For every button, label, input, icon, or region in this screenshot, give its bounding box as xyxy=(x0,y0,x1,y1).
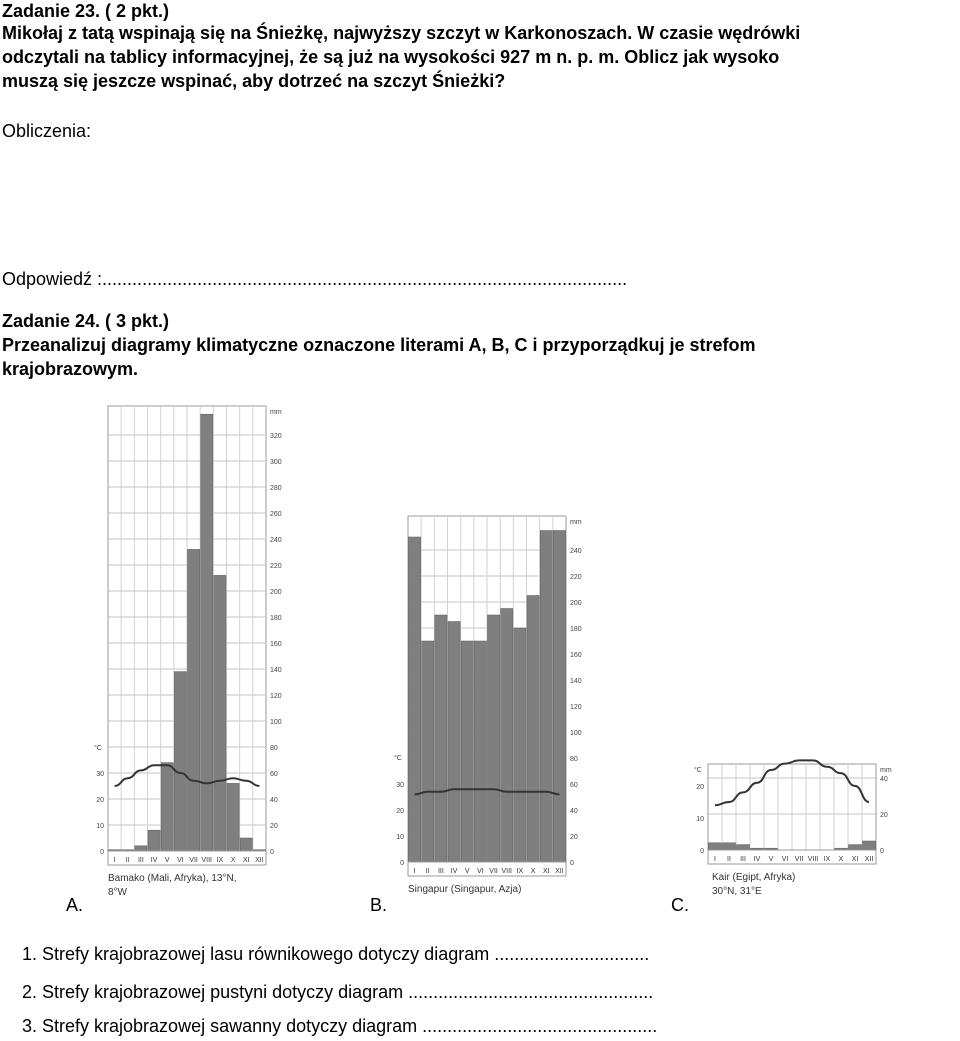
answer-line: Odpowiedź :......................................................................................................... xyxy=(2,269,628,289)
month-label-II: II xyxy=(727,856,731,863)
precip-tick-label: 100 xyxy=(570,730,582,737)
month-label-XII: XII xyxy=(255,857,264,864)
precip-bar-I xyxy=(409,537,421,862)
task24-heading: Zadanie 24. ( 3 pkt.) xyxy=(2,311,170,331)
precip-bar-III xyxy=(135,846,147,851)
month-label-XII: XII xyxy=(864,856,874,863)
precip-tick-label: 320 xyxy=(270,433,282,440)
precip-bar-XII xyxy=(553,531,565,863)
precip-tick-label: 240 xyxy=(270,537,282,544)
precip-bar-IX xyxy=(514,628,526,862)
temp-unit-label: °C xyxy=(394,755,402,762)
month-label-IX: IX xyxy=(823,856,831,863)
station-coordinates: 30°N, 31°E xyxy=(712,886,762,897)
precip-tick-label: 0 xyxy=(880,848,884,855)
station-caption: Kair (Egipt, Afryka) xyxy=(712,872,796,883)
precip-tick-label: 200 xyxy=(570,600,582,607)
precip-tick-label: 140 xyxy=(570,678,582,685)
precip-bar-IX xyxy=(214,575,226,851)
month-label-VIII: VIII xyxy=(501,868,513,875)
month-label-IV: IV xyxy=(450,868,458,875)
precip-bar-V xyxy=(161,763,173,851)
precip-tick-label: 60 xyxy=(270,771,278,778)
month-label-XI: XI xyxy=(851,856,859,863)
month-label-IV: IV xyxy=(753,856,761,863)
month-label-I: I xyxy=(413,868,416,875)
precip-tick-label: 40 xyxy=(880,776,888,783)
precip-tick-label: 80 xyxy=(270,745,278,752)
station-caption: Singapur (Singapur, Azja) xyxy=(408,884,522,895)
answer-rainforest: 1. Strefy krajobrazowej lasu równikowego dotyczy diagram ............................... xyxy=(22,944,650,964)
task23-heading: Zadanie 23. ( 2 pkt.) xyxy=(2,1,170,21)
month-label-VI: VI xyxy=(477,868,484,875)
precip-tick-label: 20 xyxy=(880,812,888,819)
month-label-IX: IX xyxy=(516,868,524,875)
month-label-IX: IX xyxy=(216,857,224,864)
month-label-II: II xyxy=(425,868,430,875)
precip-tick-label: 120 xyxy=(270,693,282,700)
precip-bar-VI xyxy=(474,641,486,862)
precip-bar-XI xyxy=(540,531,552,863)
task24-text-line2: krajobrazowym. xyxy=(2,359,139,379)
precip-tick-label: 120 xyxy=(570,704,582,711)
precip-tick-label: 20 xyxy=(270,823,278,830)
precip-tick-label: 260 xyxy=(270,511,282,518)
precip-bar-II xyxy=(422,641,434,862)
month-label-XI: XI xyxy=(542,868,550,875)
precip-tick-label: 140 xyxy=(270,667,282,674)
precip-bar-XI xyxy=(240,838,252,851)
calculations-label: Obliczenia: xyxy=(2,121,92,141)
climate-diagram-b xyxy=(380,510,595,915)
climate-diagram-b-svg xyxy=(380,510,595,915)
temp-unit-label: °C xyxy=(94,745,102,752)
temp-unit-label: °C xyxy=(694,767,702,774)
precip-bar-II xyxy=(723,843,736,850)
month-label-X: X xyxy=(838,856,844,863)
answer-desert: 2. Strefy krajobrazowej pustyni dotyczy diagram ................................................. xyxy=(22,982,654,1002)
temp-tick-label: 10 xyxy=(396,834,404,841)
precip-bar-I xyxy=(709,843,722,850)
month-label-V: V xyxy=(464,868,470,875)
temp-tick-label: 0 xyxy=(400,860,404,867)
month-label-XI: XI xyxy=(242,857,250,864)
month-label-X: X xyxy=(530,868,536,875)
task23-text-line2: odczytali na tablicy informacyjnej, że są już na wysokości 927 m n. p. m. Oblicz jak wysoko xyxy=(2,47,780,67)
precip-unit-label: mm xyxy=(270,409,282,416)
temp-tick-label: 30 xyxy=(96,771,104,778)
precip-tick-label: 160 xyxy=(570,652,582,659)
precip-tick-label: 0 xyxy=(270,849,274,856)
temp-tick-label: 0 xyxy=(100,849,104,856)
month-label-III: III xyxy=(137,857,144,864)
temp-tick-label: 30 xyxy=(396,782,404,789)
precip-unit-label: mm xyxy=(570,519,582,526)
precip-tick-label: 240 xyxy=(570,548,582,555)
precip-tick-label: 180 xyxy=(270,615,282,622)
diagram-a-letter: A. xyxy=(66,895,84,915)
month-label-I: I xyxy=(714,856,716,863)
climate-diagram-a-svg xyxy=(82,400,292,915)
task24-text-line1: Przeanalizuj diagramy klimatyczne oznaczone literami A, B, C i przyporządkuj je strefom xyxy=(2,335,756,355)
station-coordinates: 8°W xyxy=(108,887,127,898)
precip-tick-label: 80 xyxy=(570,756,578,763)
precip-tick-label: 300 xyxy=(270,459,282,466)
temp-tick-label: 0 xyxy=(700,848,704,855)
temp-tick-label: 20 xyxy=(396,808,404,815)
month-label-VII: VII xyxy=(189,857,198,864)
month-label-VIII: VIII xyxy=(807,856,819,863)
precip-tick-label: 0 xyxy=(570,860,574,867)
precip-bar-XI xyxy=(849,845,862,850)
temp-tick-label: 10 xyxy=(696,816,704,823)
precip-bar-XII xyxy=(863,841,876,850)
climate-diagram-a xyxy=(82,400,292,915)
precip-bar-VII xyxy=(188,549,200,851)
precip-bar-X xyxy=(227,783,239,851)
precip-tick-label: 220 xyxy=(270,563,282,570)
month-label-VI: VI xyxy=(177,857,184,864)
month-label-VIII: VIII xyxy=(201,857,213,864)
temp-tick-label: 20 xyxy=(696,784,704,791)
temp-tick-label: 10 xyxy=(96,823,104,830)
precip-tick-label: 200 xyxy=(270,589,282,596)
month-label-V: V xyxy=(768,856,774,863)
month-label-XII: XII xyxy=(555,868,564,875)
precip-bar-III xyxy=(737,845,750,850)
precip-bar-X xyxy=(527,596,539,863)
precip-bar-VI xyxy=(174,672,186,851)
precip-tick-label: 160 xyxy=(270,641,282,648)
climate-diagram-c-svg xyxy=(688,758,893,915)
station-caption: Bamako (Mali, Afryka), 13°N, xyxy=(108,873,237,884)
month-label-II: II xyxy=(125,857,130,864)
climate-diagram-c xyxy=(688,758,893,915)
temp-tick-label: 20 xyxy=(96,797,104,804)
precip-tick-label: 180 xyxy=(570,626,582,633)
task23-text-line3: muszą się jeszcze wspinać, aby dotrzeć na szczyt Śnieżki? xyxy=(2,71,506,91)
precip-bar-IV xyxy=(148,830,160,851)
precip-tick-label: 60 xyxy=(570,782,578,789)
task23-text-line1: Mikołaj z tatą wspinają się na Śnieżkę, najwyższy szczyt w Karkonoszach. W czasie wędrówki xyxy=(2,23,801,43)
month-label-VI: VI xyxy=(781,856,789,863)
month-label-VII: VII xyxy=(794,856,804,863)
precip-bar-III xyxy=(435,615,447,862)
month-label-V: V xyxy=(164,857,170,864)
precip-bar-IV xyxy=(448,622,460,863)
month-label-IV: IV xyxy=(150,857,158,864)
precip-tick-label: 220 xyxy=(570,574,582,581)
month-label-III: III xyxy=(437,868,444,875)
precip-bar-V xyxy=(461,641,473,862)
diagram-b-letter: B. xyxy=(370,895,388,915)
precip-tick-label: 40 xyxy=(270,797,278,804)
precip-bar-VII xyxy=(488,615,500,862)
answer-savanna: 3. Strefy krajobrazowej sawanny dotyczy diagram ............................................... xyxy=(22,1016,658,1036)
month-label-X: X xyxy=(230,857,236,864)
precip-tick-label: 20 xyxy=(570,834,578,841)
precip-tick-label: 40 xyxy=(570,808,578,815)
month-label-VII: VII xyxy=(489,868,498,875)
precip-bar-VIII xyxy=(201,414,213,851)
diagram-c-letter: C. xyxy=(671,895,689,915)
month-label-I: I xyxy=(113,857,116,864)
precip-tick-label: 100 xyxy=(270,719,282,726)
precip-unit-label: mm xyxy=(880,767,892,774)
month-label-III: III xyxy=(740,856,746,863)
precip-bar-VIII xyxy=(501,609,513,863)
precip-tick-label: 280 xyxy=(270,485,282,492)
